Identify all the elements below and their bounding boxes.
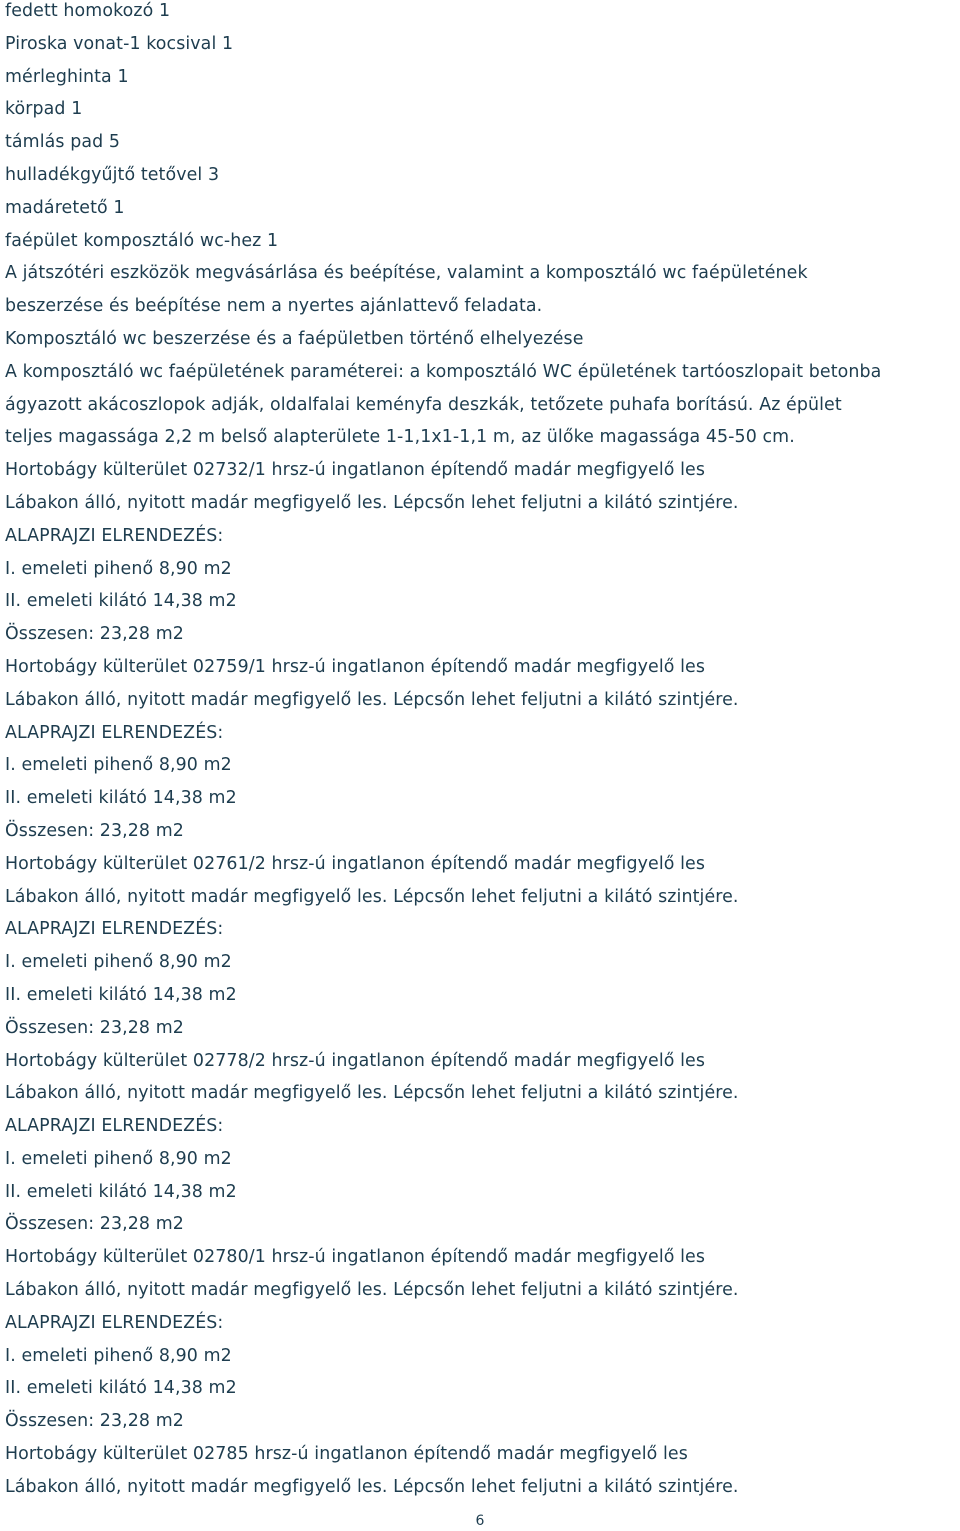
floor-plan-item: I. emeleti pihenő 8,90 m2: [5, 1148, 232, 1169]
floor-plan-item: II. emeleti kilátó 14,38 m2: [5, 1378, 237, 1399]
section-heading: Hortobágy külterület 02780/1 hrsz-ú ingatlanon építendő madár megfigyelő les: [5, 1247, 706, 1268]
text-line: támlás pad 5: [5, 132, 121, 153]
text-line: beszerzése és beépítése nem a nyertes ajánlattevő feladata.: [5, 296, 543, 317]
floor-plan-heading: ALAPRAJZI ELRENDEZÉS:: [5, 1116, 224, 1137]
floor-plan-item: II. emeleti kilátó 14,38 m2: [5, 591, 237, 612]
text-line: körpad 1: [5, 99, 83, 120]
section-heading: Hortobágy külterület 02732/1 hrsz-ú ingatlanon építendő madár megfigyelő les: [5, 460, 706, 481]
section-heading: Hortobágy külterület 02759/1 hrsz-ú ingatlanon építendő madár megfigyelő les: [5, 656, 706, 677]
text-line: ágyazott akácoszlopok adják, oldalfalai keményfa deszkák, tetőzete puhafa borítású. Az épület: [5, 394, 842, 415]
floor-plan-item: II. emeleti kilátó 14,38 m2: [5, 788, 237, 809]
text-line: mérleghinta 1: [5, 66, 129, 87]
floor-plan-item: II. emeleti kilátó 14,38 m2: [5, 984, 237, 1005]
text-line: A komposztáló wc faépületének paraméterei: a komposztáló WC épületének tartóoszlopait betonba: [5, 361, 882, 382]
text-line: fedett homokozó 1: [5, 1, 171, 21]
text-line: Lábakon álló, nyitott madár megfigyelő les. Lépcsőn lehet feljutni a kilátó szintjére.: [5, 886, 739, 907]
floor-plan-heading: ALAPRAJZI ELRENDEZÉS:: [5, 1312, 224, 1333]
floor-plan-total: Összesen: 23,28 m2: [5, 624, 184, 645]
floor-plan-item: I. emeleti pihenő 8,90 m2: [5, 755, 232, 776]
text-line: faépület komposztáló wc-hez 1: [5, 230, 279, 251]
floor-plan-total: Összesen: 23,28 m2: [5, 1017, 184, 1038]
text-line: Lábakon álló, nyitott madár megfigyelő les. Lépcsőn lehet feljutni a kilátó szintjére.: [5, 1280, 739, 1301]
text-line: Piroska vonat-1 kocsival 1: [5, 33, 234, 54]
text-line: Lábakon álló, nyitott madár megfigyelő les. Lépcsőn lehet feljutni a kilátó szintjére.: [5, 1083, 739, 1104]
text-line: Lábakon álló, nyitott madár megfigyelő les. Lépcsőn lehet feljutni a kilátó szintjére.: [5, 1476, 739, 1497]
floor-plan-total: Összesen: 23,28 m2: [5, 820, 184, 841]
floor-plan-heading: ALAPRAJZI ELRENDEZÉS:: [5, 919, 224, 940]
floor-plan-total: Összesen: 23,28 m2: [5, 1214, 184, 1235]
section-heading: Hortobágy külterület 02761/2 hrsz-ú ingatlanon építendő madár megfigyelő les: [5, 853, 706, 874]
text-line: madáretető 1: [5, 197, 125, 218]
floor-plan-item: I. emeleti pihenő 8,90 m2: [5, 952, 232, 973]
page-number: 6: [475, 1513, 485, 1529]
section-heading: Hortobágy külterület 02785 hrsz-ú ingatlanon építendő madár megfigyelő les: [5, 1444, 688, 1465]
text-line: Lábakon álló, nyitott madár megfigyelő les. Lépcsőn lehet feljutni a kilátó szintjére.: [5, 492, 739, 513]
text-line: A játszótéri eszközök megvásárlása és beépítése, valamint a komposztáló wc faépületének: [5, 263, 808, 284]
floor-plan-total: Összesen: 23,28 m2: [5, 1411, 184, 1432]
floor-plan-heading: ALAPRAJZI ELRENDEZÉS:: [5, 525, 224, 546]
floor-plan-item: II. emeleti kilátó 14,38 m2: [5, 1181, 237, 1202]
text-line: hulladékgyűjtő tetővel 3: [5, 164, 220, 185]
floor-plan-item: I. emeleti pihenő 8,90 m2: [5, 558, 232, 579]
document-body: [5, 0, 955, 1504]
text-line: Lábakon álló, nyitott madár megfigyelő les. Lépcsőn lehet feljutni a kilátó szintjére.: [5, 689, 739, 710]
floor-plan-item: I. emeleti pihenő 8,90 m2: [5, 1345, 232, 1366]
section-heading: Hortobágy külterület 02778/2 hrsz-ú ingatlanon építendő madár megfigyelő les: [5, 1050, 706, 1071]
floor-plan-heading: ALAPRAJZI ELRENDEZÉS:: [5, 722, 224, 743]
section-heading: Komposztáló wc beszerzése és a faépületben történő elhelyezése: [5, 328, 584, 349]
text-line: teljes magassága 2,2 m belső alapterülete 1-1,1x1-1,1 m, az ülőke magassága 45-50 cm.: [5, 427, 795, 448]
